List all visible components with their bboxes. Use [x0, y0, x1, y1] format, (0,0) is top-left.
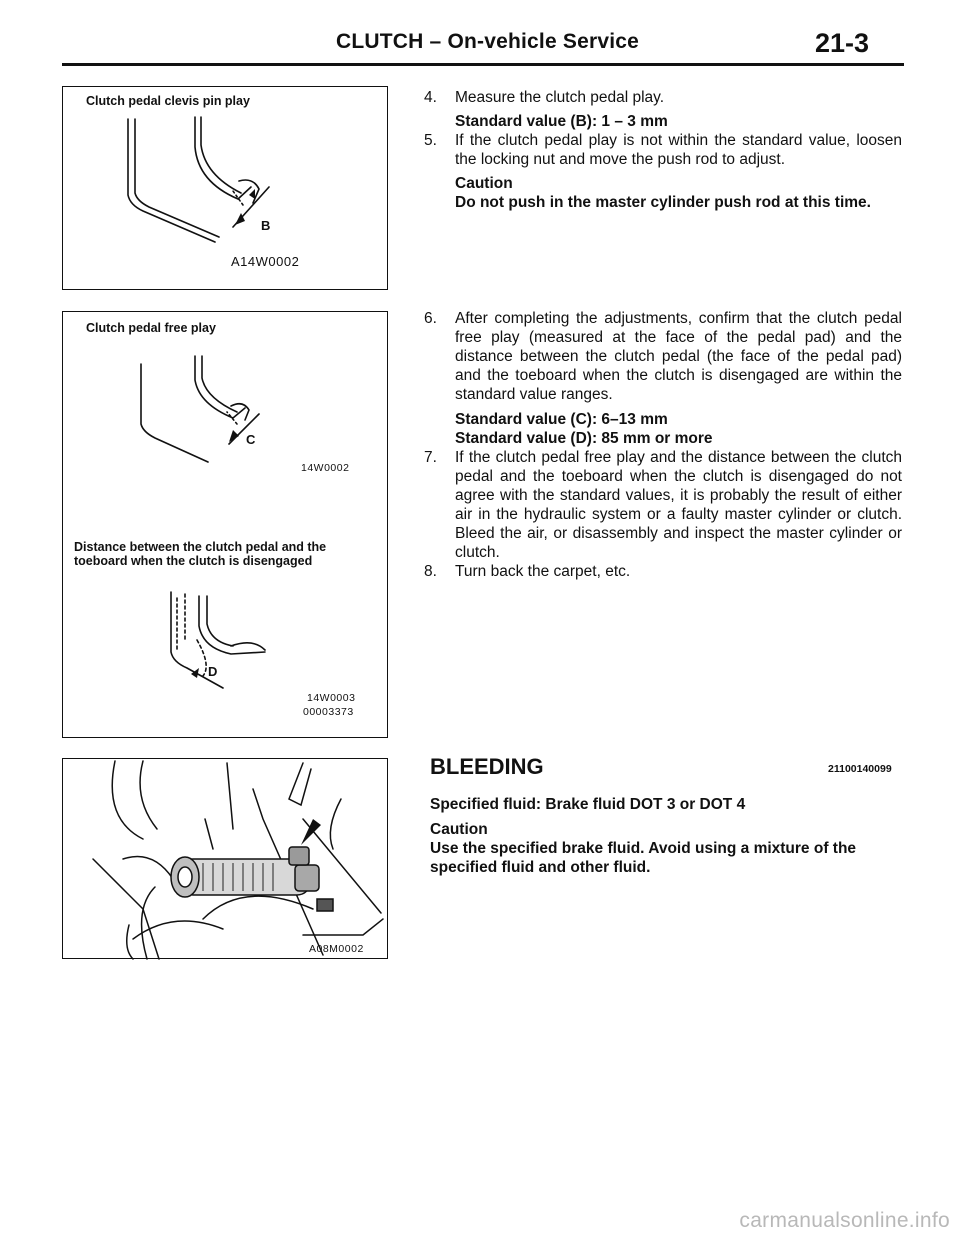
subtitle-line: toeboard when the clutch is disengaged — [74, 554, 313, 568]
figure-code: A08M0002 — [309, 943, 364, 955]
figure-free-play — [62, 311, 388, 738]
step-5 — [424, 131, 902, 212]
clutch-pedal-diagram — [63, 87, 389, 291]
caution-label: Caution — [430, 821, 488, 838]
label-d: D — [208, 664, 218, 679]
figure-bleeder — [62, 758, 388, 959]
figure-code: A14W0002 — [231, 254, 300, 269]
figure-subtitle — [74, 540, 326, 568]
caution-text: Do not push in the master cylinder push rod at this time. — [455, 194, 871, 211]
step-text: After completing the adjustments, confirm that the clutch pedal free play (measured at the face of the pedal pad) and the distance between the clutch pedal (the face of the pedal pad) and the toeboard when the clutch is disengaged are within the standard value ranges. — [455, 310, 902, 403]
caution-text: Use the specified brake fluid. Avoid using a mixture of the specified fluid and other fluid. — [430, 840, 857, 876]
step-text: If the clutch pedal free play and the distance between the clutch pedal and the toeboard when the clutch is disengaged do not agree with the standard values, it is probably the result of either air in the hydraulic system or a faulty master cylinder or clutch. Bleed the air, or disassembly and inspect the master cylinder or clutch. — [455, 449, 902, 561]
figure-code: 00003373 — [303, 706, 354, 718]
watermark: carmanualsonline.info — [739, 1209, 950, 1232]
step-number: 7. — [424, 449, 437, 466]
bleeding-body — [430, 795, 904, 877]
page-number: 21-3 — [815, 28, 870, 58]
specified-fluid: Specified fluid: Brake fluid DOT 3 or DOT 4 — [430, 796, 746, 813]
standard-value-b: Standard value (B): 1 – 3 mm — [455, 113, 668, 130]
section-heading-bleeding: BLEEDING — [430, 754, 544, 779]
step-7 — [424, 448, 902, 562]
step-8 — [424, 562, 902, 581]
steps-4-5 — [424, 88, 902, 212]
step-number: 4. — [424, 89, 437, 106]
standard-value-d: Standard value (D): 85 mm or more — [455, 430, 713, 447]
step-number: 8. — [424, 563, 437, 580]
step-text: If the clutch pedal play is not within the standard value, loosen the locking nut and move the push rod to adjust. — [455, 132, 902, 168]
step-number: 5. — [424, 132, 437, 149]
label-b: B — [261, 218, 271, 233]
section-code: 21100140099 — [828, 763, 892, 775]
header-rule — [62, 63, 904, 66]
step-6 — [424, 309, 902, 448]
figure-code: 14W0003 — [307, 692, 356, 704]
step-4 — [424, 88, 902, 131]
page-title: CLUTCH – On-vehicle Service — [336, 30, 639, 53]
label-c: C — [246, 432, 256, 447]
standard-value-c: Standard value (C): 6–13 mm — [455, 411, 668, 428]
caution-label: Caution — [455, 175, 513, 192]
subtitle-line: Distance between the clutch pedal and the — [74, 540, 327, 554]
figure-clevis-pin-play — [62, 86, 388, 290]
figure-code: 14W0002 — [301, 462, 350, 474]
step-text: Measure the clutch pedal play. — [455, 89, 665, 106]
bleeder-illustration — [63, 759, 389, 960]
steps-6-8 — [424, 309, 902, 581]
figure-title: Clutch pedal clevis pin play — [86, 94, 250, 108]
step-number: 6. — [424, 310, 437, 327]
figure-title: Clutch pedal free play — [86, 321, 216, 335]
step-text: Turn back the carpet, etc. — [455, 563, 631, 580]
free-play-diagram — [63, 312, 389, 739]
